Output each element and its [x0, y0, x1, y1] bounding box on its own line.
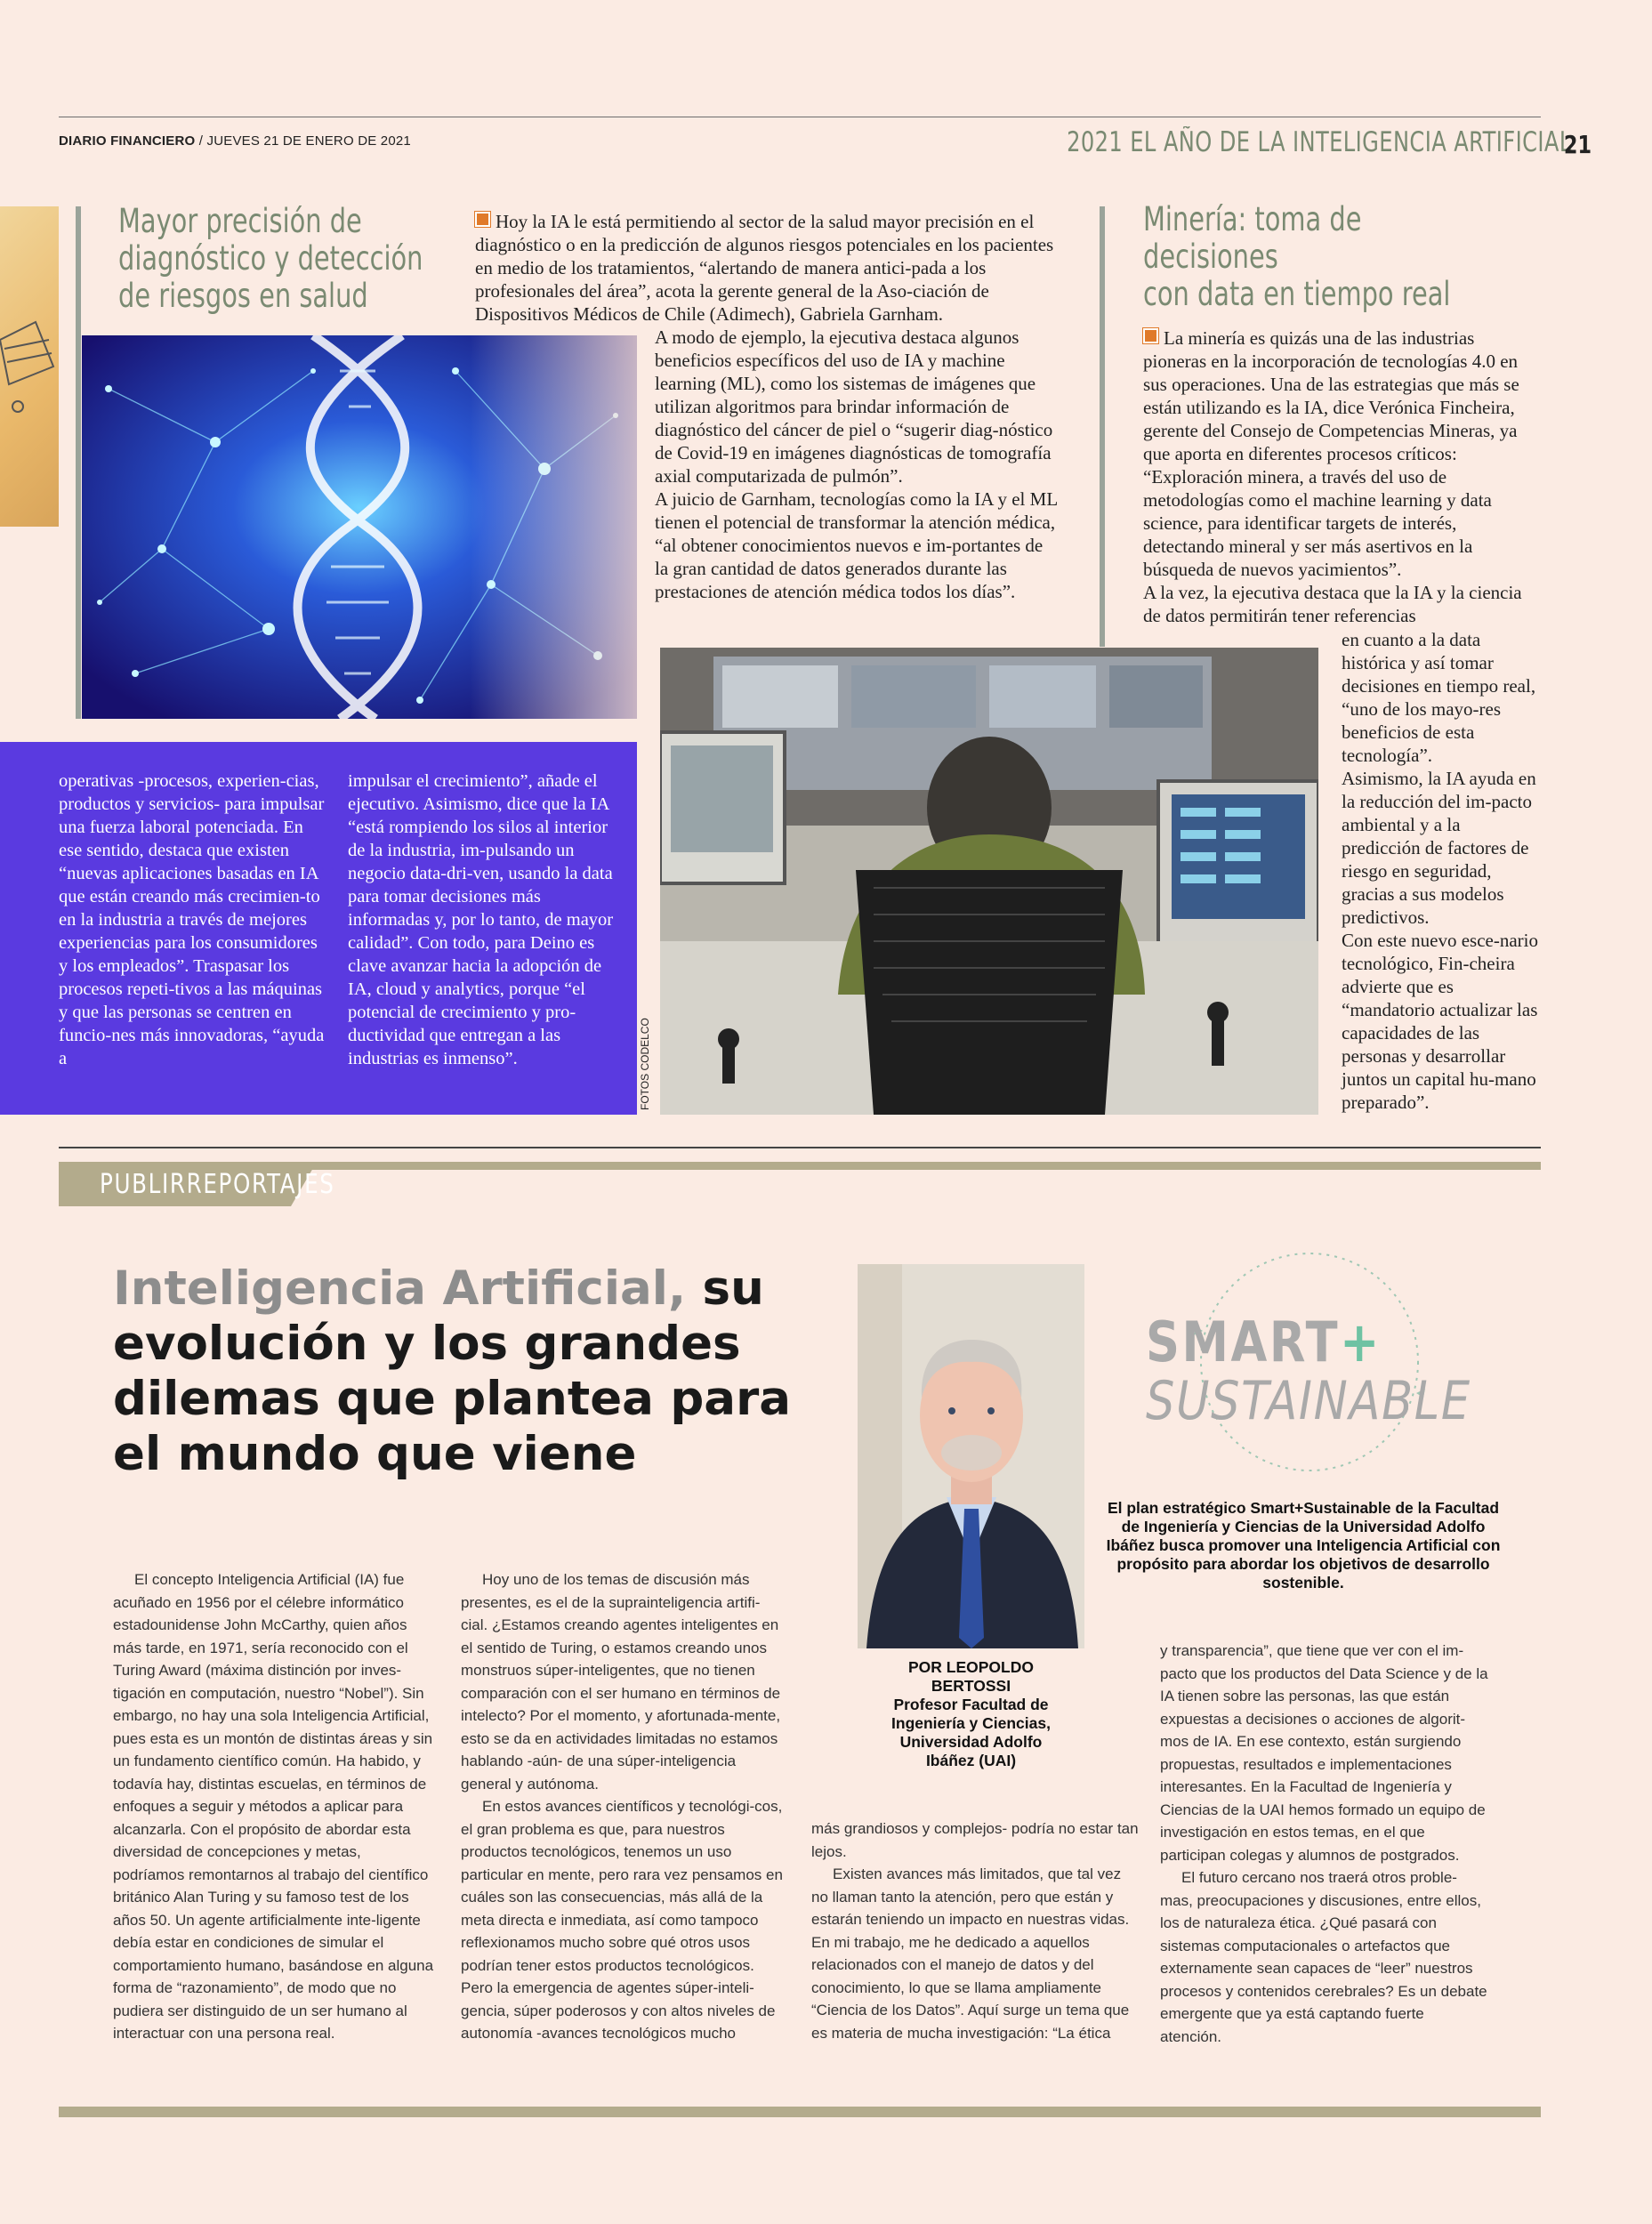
health-side-bar	[76, 206, 81, 719]
bottom-bar	[59, 2107, 1541, 2117]
publi-col-2	[461, 1568, 785, 2045]
logo-smart: SMART	[1146, 1309, 1341, 1374]
issue-date: / JUEVES 21 DE ENERO DE 2021	[195, 133, 411, 149]
publi-col-2-paragraph-2: En estos avances científicos y tecnológi-cos, el gran problema es que, para nuestros productos tecnológicos, tenemos un uso particular en mente, pero rara vez pensamos en cuáles son las consecuencias, más allá de la meta directa e inmediata, así como tampoco reflexionamos mucho sobre qué otros usos podrían tener estos productos tecnológicos. Pero la emergencia de agentes súper-inteli-gencia, súper poderosos y con altos niveles de autonomía -avances tecnológicos mucho	[461, 1798, 783, 2042]
health-paragraph-3: A juicio de Garnham, tecnologías como la IA y el ML tienen el potencial de transformar la atención médica, “al obtener conocimientos nuevos e im-portantes de la gran cantidad de datos generados durante las prestaciones de atención médica todos los días”.	[655, 488, 1058, 602]
health-lead-text: Hoy la IA le está permitiendo al sector de la salud mayor precisión en el diagnóstico o en la predicción de algunos riesgos potenciales en los pacientes en medio de los tratamientos, “alertando de manera antici-pada a los profesionales del área”, acota la gerente general de la Aso-ciación de Dispositivos Médicos de Chile (Adimech), Gabriela Garnham.	[475, 211, 1054, 325]
bullet-square-icon	[1143, 328, 1158, 343]
purple-col-2	[348, 770, 615, 1070]
mining-body-right	[1342, 628, 1543, 1114]
publi-col-4-paragraph-2: El futuro cercano nos traerá otros proble-mas, preocupaciones y discusiones, entre ellos, los de naturaleza ética. ¿Qué pasará con sistemas computacionales o artefactos que externamente sean capaces de “leer” nuestros procesos y contenidos cerebrales? Es un debate emergente que ya está captando fuerte atención.	[1160, 1869, 1487, 2045]
publi-col-3	[811, 1817, 1139, 2044]
cart-illustration	[0, 206, 59, 527]
purple-col-2-text: impulsar el crecimiento”, añade el ejecutivo. Asimismo, dice que la IA “está rompiendo los silos al interior de la industria, im-pulsando un negocio data-dri-ven, usando la data para tomar decisiones más informadas y, por lo tanto, de mayor calidad”. Con todo, para Deino es clave avanzar hacia la adopción de IA, cloud y analytics, porque “el potencial de crecimiento y pro-ductividad que entregan a las industrias es inmenso”.	[348, 771, 614, 1068]
mining-body-top	[1143, 326, 1539, 627]
smart-sustainable-logo	[1140, 1242, 1479, 1482]
dna-image	[82, 335, 637, 719]
author-photo-illustration	[858, 1264, 1084, 1648]
mining-headline: Minería: toma de decisiones con data en tiempo real	[1143, 200, 1451, 313]
health-paragraph-2: A modo de ejemplo, la ejecutiva destaca algunos beneficios específicos del uso de IA y machine learning (ML), como los sistemas de imágenes que utilizan algoritmos para brindar información de diagnóstico del cáncer de piel o “sugerir diag-nóstico de Covid-19 en imágenes diagnósticas de tomografía axial computarizada de pulmón”.	[655, 326, 1053, 487]
mining-paragraph-2b: en cuanto a la data histórica y así tomar decisiones en tiempo real, “uno de los mayo-res beneficios de esta tecnología”.	[1342, 629, 1536, 766]
health-headline: Mayor precisión de diagnóstico y detección de riesgos en salud	[118, 202, 423, 315]
author-portrait	[858, 1264, 1084, 1648]
author-byline: POR LEOPOLDO BERTOSSI Profesor Facultad de Ingeniería y Ciencias, Universidad Adolfo Ibáñez (UAI)	[891, 1658, 1051, 1769]
logo-plus-icon: +	[1340, 1309, 1382, 1374]
mining-paragraph-1: La minería es quizás una de las industrias pioneras en la incorporación de tecnologías 4.0 en sus operaciones. Una de las estrategias que más se están utilizando es la IA, dice Verónica Fincheira, gerente del Consejo de Competencias Mineras, ya que aporta en diferentes procesos críticos: “Exploración minera, a través del uso de metodologías como el machine learning y data science, para identificar targets de interés, detectando mineral y ser más asertivos en la búsqueda de nuevos yacimientos”.	[1143, 327, 1519, 580]
section-divider	[59, 1147, 1541, 1148]
publi-col-2-paragraph-1: Hoy uno de los temas de discusión más presentes, es el de la suprainteligencia artifi-cial. ¿Estamos creando agentes inteligentes en el sentido de Turing, o estamos creando unos monstruos súper-inteligentes, que no tienen comparación con el ser humano en términos de intelecto? Por el momento, y afortunada-mente, esto se da en actividades limitadas no estamos hablando -aún- de una súper-inteligencia general y autónoma.	[461, 1571, 781, 1793]
masthead	[59, 133, 411, 149]
mining-paragraph-2a: A la vez, la ejecutiva destaca que la IA y la ciencia de datos permitirán tener referencias	[1143, 582, 1522, 626]
logo-caption: El plan estratégico Smart+Sustainable de la Facultad de Ingeniería y Ciencias de la Universidad Adolfo Ibáñez busca promover una Inteligencia Artificial con propósito para abordar los objetivos de desarrollo sostenible.	[1106, 1499, 1501, 1591]
publi-title	[113, 1261, 842, 1482]
section-title: 2021 EL AÑO DE LA INTELIGENCIA ARTIFICIAL	[1067, 126, 1572, 158]
health-lead	[475, 210, 1060, 326]
publi-col-4	[1160, 1640, 1489, 2048]
publi-col-3-paragraph-1: más grandiosos y complejos- podría no estar tan lejos.	[811, 1820, 1139, 1860]
mining-paragraph-3: Asimismo, la IA ayuda en la reducción del im-pacto ambiental y a la predicción de factores de riesgo en seguridad, gracias a sus modelos predictivos.	[1342, 768, 1536, 928]
mining-side-bar	[1100, 206, 1105, 647]
publication-name: DIARIO FINANCIERO	[59, 133, 196, 149]
bullet-square-icon	[475, 212, 490, 227]
publi-col-1-text: El concepto Inteligencia Artificial (IA) fue acuñado en 1956 por el célebre informático estadounidense John McCarthy, quien años más tarde, en 1971, sería reconocido con el Turing Award (máxima distinción por inves-tigación en computación, nuestro “Nobel”). Sin embargo, no hay una sola Inteligencia Artificial, pues esta es un montón de distintas áreas y sin un fundamento científico común. Ha habido, y todavía hay, distintas escuelas, en términos de enfoques a seguir y métodos a aplicar para alcanzarla. Con el propósito de abordar esta diversidad de concepciones y metas, podríamos remontarnos al trabajo del científico británico Alan Turing y su famoso test de los años 50. Un agente artificialmente inte-ligente debía estar en condiciones de simular el comportamiento humano, basándose en alguna forma de “razonamiento”, de modo que no pudiera ser distinguido de un ser humano al interactuar con una persona real.	[113, 1571, 434, 2042]
publi-title-highlight: Inteligencia Artificial,	[113, 1261, 687, 1316]
publi-col-3-paragraph-2: Existen avances más limitados, que tal vez no llaman tanto la atención, pero que están y estarán teniendo un impacto en nuestras vidas. En mi trabajo, me he dedicado a aquellos relacionados con el manejo de datos y del conocimiento, lo que se llama ampliamente “Ciencia de los Datos”. Aquí surge un tema que es materia de mucha investigación: “La ética	[811, 1865, 1130, 2042]
purple-col-1-text: operativas -procesos, experien-cias, productos y servicios- para impulsar una fuerza laboral potenciada. En ese sentido, destaca que existen “nuevas aplicaciones basadas en IA que están creando más crecimien-to en la industria a través de mejores experiencias para los consumidores y los empleados”. Traspasar los procesos repeti-tivos a las máquinas y que las personas se centren en funcio-nes más innovadoras, “ayuda a	[59, 771, 325, 1068]
mining-paragraph-4: Con este nuevo esce-nario tecnológico, Fin-cheira advierte que es “mandatorio actualizar las capacidades de las personas y desarrollar juntos un capital hu-mano preparado”.	[1342, 930, 1539, 1113]
control-room-photo	[660, 648, 1318, 1115]
publi-title-rest: su evolución y los grandes dilemas que plantea para el mundo que viene	[113, 1261, 791, 1481]
photo-credit: FOTOS CODELCO	[639, 1018, 651, 1110]
publi-col-4-paragraph-1: y transparencia”, que tiene que ver con el im-pacto que los productos del Data Science y de la IA tienen sobre las personas, las que están expuestas a decisiones o acciones de algorit-mos de IA. En ese contexto, están surgiendo propuestas, resultados e implementaciones interesantes. En la Facultad de Ingeniería y Ciencias de la UAI hemos formado un equipo de investigación en estos temas, en el que participan colegas y alumnos de postgrados.	[1160, 1642, 1488, 1864]
control-room-illustration	[660, 648, 1318, 1115]
publi-tag-label: PUBLIRREPORTAJES	[100, 1169, 335, 1200]
left-edge-photo	[0, 206, 59, 527]
publi-col-1	[113, 1568, 435, 2045]
purple-col-1	[59, 770, 326, 1070]
health-body	[655, 326, 1060, 603]
logo-sustainable: SUSTAINABLE	[1146, 1370, 1471, 1432]
dna-network-illustration	[82, 335, 637, 719]
page-number: 21	[1563, 130, 1592, 159]
